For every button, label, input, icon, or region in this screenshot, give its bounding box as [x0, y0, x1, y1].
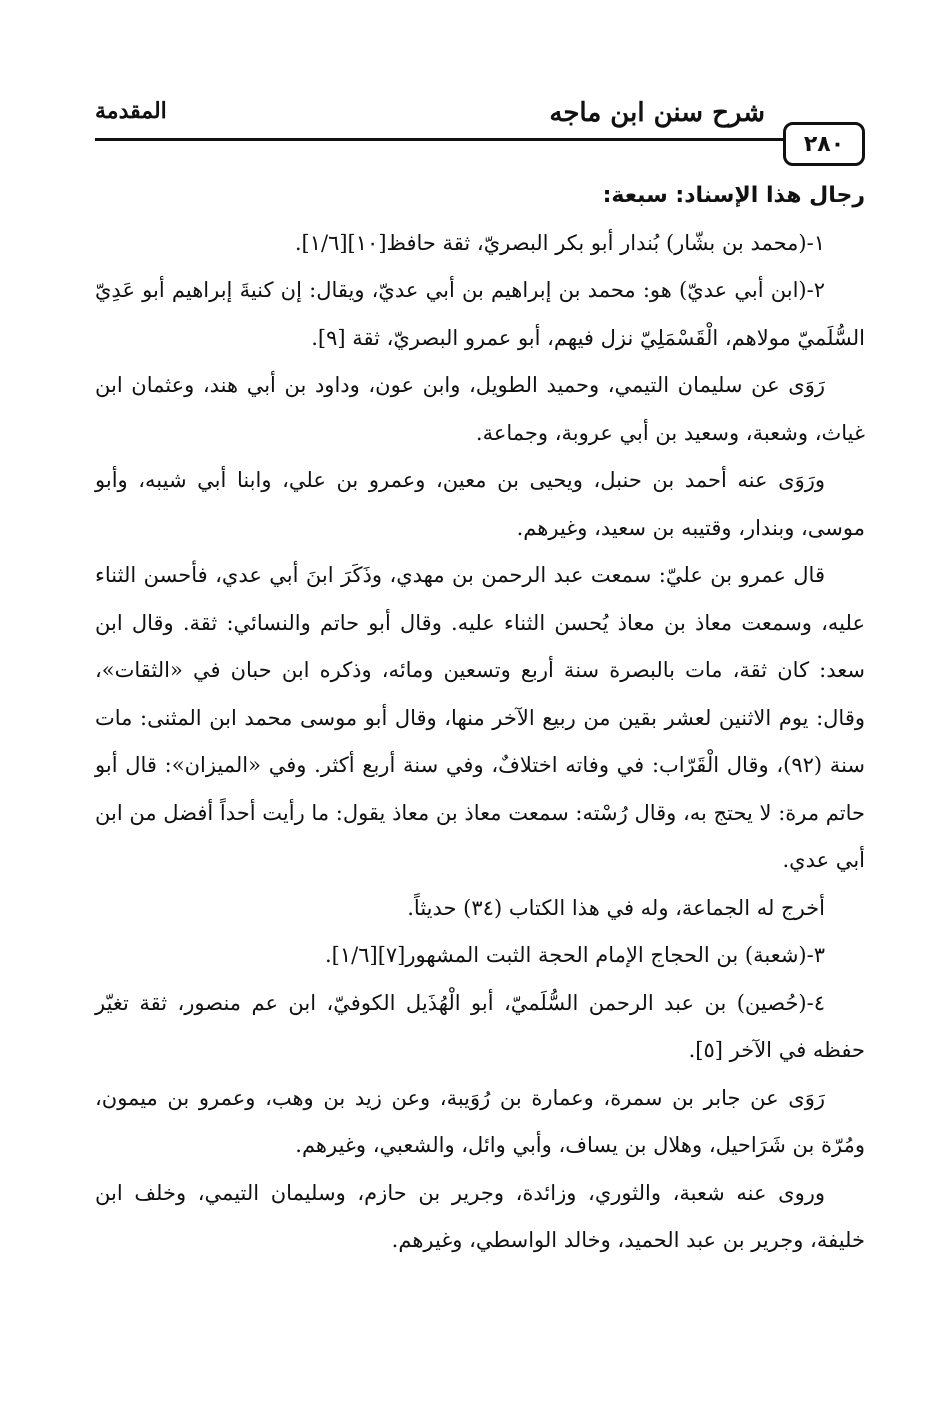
paragraph: ٢-(ابن أبي عديّ) هو: محمد بن إبراهيم بن أبي عديّ، ويقال: إن كنيةَ إبراهيم أبو عَدِيّ السُّلَميّ مولاهم، الْقَسْمَلِيّ نزل فيهم، أبو عمرو البصريّ، ثقة [٩]. [95, 278, 865, 350]
paragraph: رَوَى عن سليمان التيمي، وحميد الطويل، وابن عون، وداود بن أبي هند، وعثمان ابن غياث، وشعبة، وسعيد بن أبي عروبة، وجماعة. [95, 373, 865, 445]
paragraph: ٤-(حُصين) بن عبد الرحمن السُّلَميّ، أبو الْهُذَيل الكوفيّ، ابن عم منصور، ثقة تغيّر حفظه في الآخر [٥]. [95, 990, 865, 1062]
page-header [95, 96, 865, 166]
paragraph: وروى عنه شعبة، والثوري، وزائدة، وجرير بن حازم، وسليمان التيمي، وخلف ابن خليفة، وجرير بن عبد الحميد، وخالد الواسطي، وغيرهم. [95, 1180, 865, 1252]
paragraph: أخرج له الجماعة، وله في هذا الكتاب (٣٤) حديثاً. [407, 895, 825, 920]
section-title: المقدمة [95, 98, 167, 124]
paragraph: ورَوَى عنه أحمد بن حنبل، ويحيى بن معين، وعمرو بن علي، وابنا أبي شيبه، وأبو موسى، وبندار، وقتيبه بن سعيد، وغيرهم. [95, 468, 865, 540]
paragraph: رَوَى عن جابر بن سمرة، وعمارة بن رُوَيبة، وعن زيد بن وهب، وعمرو بن ميمون، ومُرّة بن شَرَاحيل، وهلال بن يساف، وأبي وائل، والشعبي، وغيرهم. [95, 1085, 865, 1157]
page-body [95, 172, 865, 1265]
paragraph: قال عمرو بن عليّ: سمعت عبد الرحمن بن مهدي، وذَكَرَ ابنَ أبي عدي، فأحسن الثناء عليه، وسمعت معاذ بن معاذ يُحسن الثناء عليه. وقال أبو حاتم والنسائي: ثقة. وقال ابن سعد: كان ثقة، مات بالبصرة سنة أربع وتسعين ومائه، وذكره ابن حبان في «الثقات»، وقال: يوم الاثنين لعشر بقين من ربيع الآخر منها، وقال أبو موسى محمد ابن المثنى: مات سنة (٩٢)، وقال الْقَرّاب: في وفاته اختلافٌ، وفي سنة أربع أكثر. وفي «الميزان»: قال أبو حاتم مرة: لا يحتج به، وقال رُسْته: سمعت معاذ بن معاذ يقول: ما رأيت أحداً أفضل من ابن أبي عدي. [95, 563, 865, 872]
page-number: ٢٨٠ [783, 122, 865, 166]
paragraph: ٣-(شعبة) بن الحجاج الإمام الحجة الثبت المشهور[٧][١/٦]. [324, 943, 825, 967]
narrators-heading: رجال هذا الإسناد: سبعة: [602, 183, 865, 208]
book-title: شرح سنن ابن ماجه [549, 98, 765, 128]
header-rule [95, 138, 865, 141]
paragraph: ١-(محمد بن بشّار) بُندار أبو بكر البصريّ، ثقة حافظ[١٠][١/٦]. [294, 230, 825, 255]
